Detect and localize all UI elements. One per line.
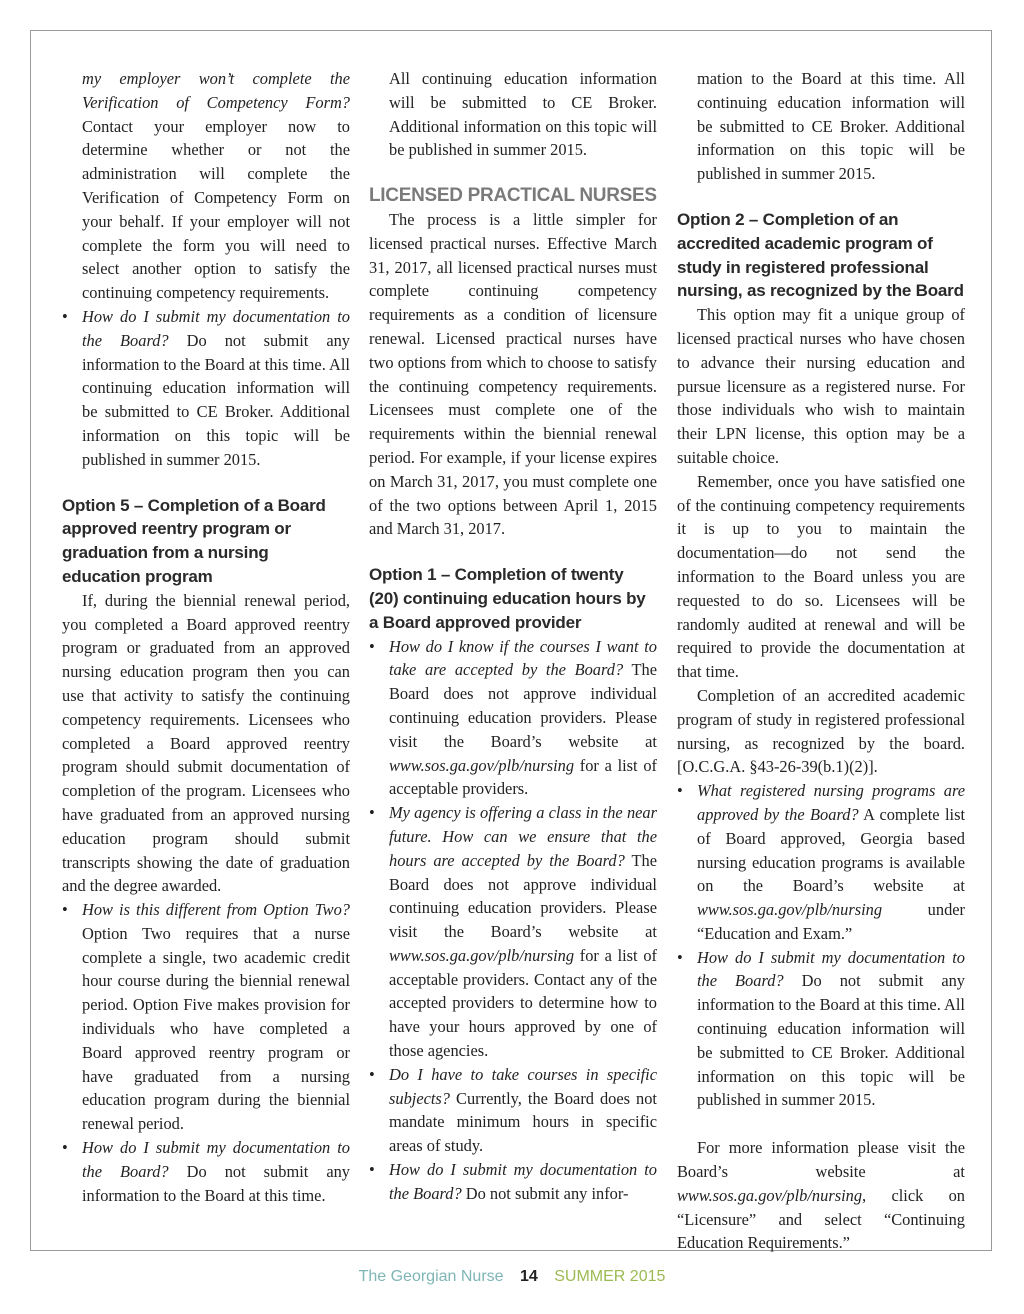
- bullet-item: [369, 1158, 657, 1206]
- paragraph: [62, 589, 350, 898]
- text: Do not submit any information to the Board at this time. All continuing education information will be submitted to CE Broker. Additional information on this topic will be published in summer 2015.: [697, 971, 965, 1110]
- italic-text: How do I know if the courses I want to take are accepted by the Board?: [389, 636, 657, 680]
- text: Remember, once you have satisfied one of the continuing competency requirements it is up to you to maintain the documentation—do not send the information to the Board unless you are requested to do so. Licensees will be randomly audited at renewal and will be required to provide the documentation at that time.: [677, 471, 965, 682]
- bullet-item: [62, 898, 350, 1136]
- text: A complete list of Board approved, Georgia based nursing education programs is available on the Board’s website at: [697, 804, 965, 896]
- italic-text: Do I have to take courses in specific subjects?: [389, 1064, 657, 1108]
- italic-text: What registered nursing programs are approved by the Board?: [697, 781, 965, 824]
- italic-text: my employer won’t complete the Verification of Competency Form?: [82, 69, 350, 112]
- bullet-item: [369, 801, 657, 1063]
- bullet-icon: •: [62, 900, 68, 920]
- text: If, during the biennial renewal period, you completed a Board approved reentry program or graduated from an approved nursing education program then you can use that activity to satisfy the continuing competency requirements. Licensees who completed a Board approved reentry program should submit documentation of completion of the program. Licensees who have graduated from an approved nursing education program should submit transcripts showing the date of graduation and the degree awarded.: [62, 590, 350, 896]
- paragraph: [677, 684, 965, 779]
- text: Contact your employer now to determine whether or not the administration will complete the Verification of Competency Form on your behalf. If your employer will not complete the form you will need to select another option to satisfy the continuing competency requirements.: [82, 116, 350, 303]
- text: Completion of an accredited academic program of study in registered professional nursing, as recognized by the board. [O.C.G.A. §43-26-39(b.1)(2)].: [677, 685, 965, 777]
- text: Option 5 – Completion of a Board approved reentry program or graduation from a nursing education program: [62, 495, 326, 586]
- page-number: 14: [520, 1268, 538, 1285]
- italic-text: www.sos.ga.gov/plb/nursing: [389, 945, 575, 965]
- text: for a list of acceptable providers. Contact any of the accepted providers to determine how to have your hours approved by one of those agencies.: [389, 945, 657, 1061]
- category-heading: [369, 184, 657, 208]
- bullet-item: [62, 1136, 350, 1207]
- section-heading: [677, 208, 965, 303]
- bullet-icon: •: [677, 781, 683, 801]
- text: The process is a little simpler for licensed practical nurses. Effective March 31, 2017, all licensed practical nurses must complete continuing competency requirements as a condition of licensure renewal. Licensed practical nurses have two options from which to choose to satisfy the continuing competency requirements. Licensees must complete one of the requirements within the biennial renewal period. For example, if your license expires on March 31, 2017, you must complete one of the two options between April 1, 2015 and March 31, 2017.: [369, 209, 657, 539]
- bullet-continuation: [369, 67, 657, 162]
- italic-text: How do I submit my documentation to the Board?: [697, 947, 965, 991]
- text: The Board does not approve individual continuing education providers. Please visit the Board’s website at: [389, 850, 657, 942]
- bullet-item: [369, 1063, 657, 1158]
- text: , click on “Licensure” and select “Continuing Education Requirements.”: [677, 1185, 965, 1253]
- text: mation to the Board at this time. All continuing education information will be submitted to CE Broker. Additional information on this topic will be published in summer 2015.: [697, 69, 965, 184]
- bullet-icon: •: [62, 1138, 68, 1158]
- page-footer: [0, 1268, 1024, 1286]
- paragraph: [369, 208, 657, 541]
- bullet-continuation: [62, 67, 350, 305]
- text: Do not submit any infor-: [461, 1183, 629, 1203]
- bullet-item: [677, 779, 965, 946]
- italic-text: How do I submit my documentation to the Board?: [82, 1138, 350, 1181]
- bullet-icon: •: [369, 803, 375, 823]
- bullet-item: [677, 946, 965, 1113]
- column-3: [677, 67, 965, 1255]
- text: Do not submit any information to the Board at this time.: [82, 1161, 350, 1205]
- text: Do not submit any information to the Board at this time. All continuing education information will be submitted to CE Broker. Additional information on this topic will be published in summer 2015.: [82, 330, 350, 469]
- section-heading: [62, 494, 350, 589]
- italic-text: How is this different from Option Two?: [82, 900, 350, 920]
- italic-text: www.sos.ga.gov/plb/nursing: [697, 900, 883, 920]
- text: Option 1 – Completion of twenty (20) continuing education hours by a Board approved provider: [369, 565, 646, 632]
- text: All continuing education information will be submitted to CE Broker. Additional information on this topic will be published in summer 2015.: [389, 69, 657, 160]
- text: Option 2 – Completion of an accredited academic program of study in registered professional nursing, as recognized by the Board: [677, 209, 964, 301]
- paragraph: [677, 470, 965, 684]
- text: for a list of acceptable providers.: [389, 755, 657, 799]
- bullet-continuation: [677, 67, 965, 186]
- column-1: [62, 67, 350, 1207]
- bullet-icon: •: [369, 1160, 375, 1180]
- italic-text: www.sos.ga.gov/plb/nursing: [677, 1185, 863, 1205]
- column-2: [369, 67, 657, 1206]
- bullet-item: [62, 305, 350, 472]
- text: Currently, the Board does not mandate minimum hours in specific areas of study.: [389, 1088, 657, 1156]
- text: The Board does not approve individual continuing education providers. Please visit the Board’s website at: [389, 660, 657, 751]
- text: This option may fit a unique group of licensed practical nurses who have chosen to advance their nursing education and pursue licensure as a registered nurse. For those individuals who wish to maintain their LPN license, this option may be a suitable choice.: [677, 305, 965, 467]
- text: Option Two requires that a nurse complete a single, two academic credit hour course during the biennial renewal period. Option Five makes provision for individuals who have completed a Board approved reentry program or have graduated from a nursing education program during the biennial renewal period.: [82, 923, 350, 1134]
- italic-text: How do I submit my documentation to the Board?: [389, 1160, 657, 1203]
- text: LICENSED PRACTICAL NURSES: [369, 185, 657, 207]
- text: For more information please visit the Board’s website at: [677, 1138, 965, 1182]
- italic-text: www.sos.ga.gov/plb/nursing: [389, 755, 575, 775]
- bullet-icon: •: [369, 636, 375, 656]
- bullet-icon: •: [62, 306, 68, 326]
- paragraph: [677, 1136, 965, 1255]
- issue-label: SUMMER 2015: [554, 1268, 666, 1285]
- italic-text: How do I submit my documentation to the Board?: [82, 306, 350, 350]
- section-heading: [369, 563, 657, 634]
- italic-text: My agency is offering a class in the near future. How can we ensure that the hours are accepted by the Board?: [389, 803, 657, 870]
- paragraph: [677, 303, 965, 470]
- bullet-icon: •: [369, 1064, 375, 1084]
- text: under “Education and Exam.”: [697, 900, 965, 943]
- magazine-name: The Georgian Nurse: [358, 1268, 504, 1285]
- bullet-item: [369, 635, 657, 802]
- bullet-icon: •: [677, 947, 683, 967]
